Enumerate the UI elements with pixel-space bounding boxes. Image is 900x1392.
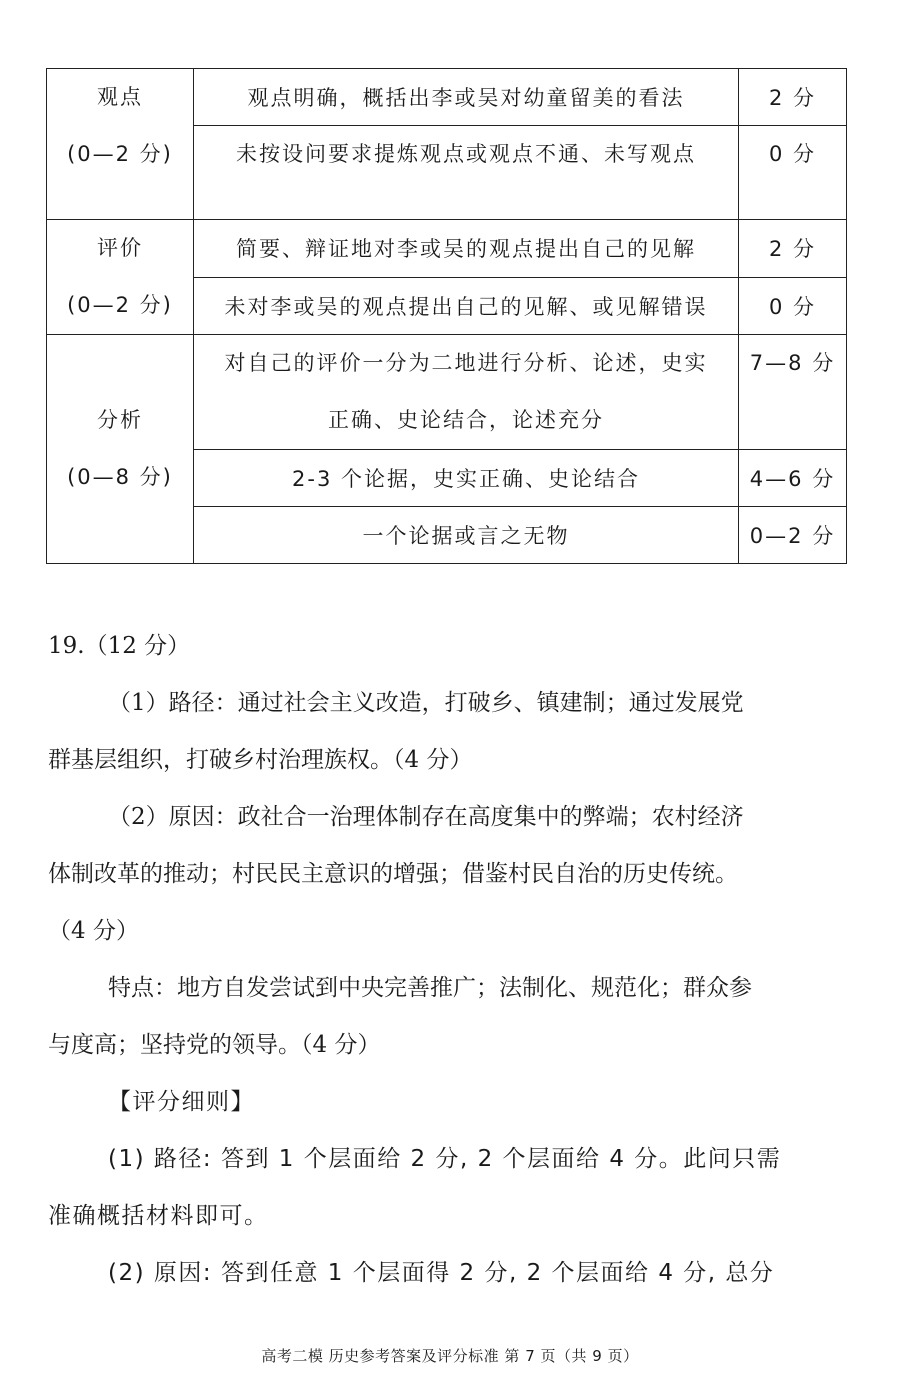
score-cell: 0 分 [739, 126, 847, 220]
rubric-row [47, 69, 847, 126]
category-cell-analysis [47, 335, 194, 564]
criterion-line: 正确、史论结合，论述充分 [328, 408, 604, 432]
category-cell-evaluation [47, 220, 194, 335]
score-cell: 2 分 [739, 69, 847, 126]
question-19-answer [48, 618, 808, 1302]
criterion-cell: 一个论据或言之无物 [194, 507, 739, 564]
criterion-cell: 2-3 个论据，史实正确、史论结合 [194, 450, 739, 507]
category-label: 评价 [97, 236, 143, 260]
category-cell-viewpoint [47, 69, 194, 220]
answer-line: 特点：地方自发尝试到中央完善推广；法制化、规范化；群众参 [108, 975, 752, 1001]
category-label: 分析 [97, 408, 143, 432]
rubric-row [47, 335, 847, 450]
answer-line: 与度高；坚持党的领导。（4 分） [48, 1032, 381, 1058]
criterion-cell: 未对李或吴的观点提出自己的见解、或见解错误 [194, 277, 739, 335]
rubric-row [47, 220, 847, 278]
question-heading: 19.（12 分） [48, 633, 191, 659]
score-cell: 0—2 分 [739, 507, 847, 564]
scoring-rules-title: 【评分细则】 [108, 1089, 255, 1115]
answer-line: 群基层组织，打破乡村治理族权。（4 分） [48, 747, 473, 773]
scoring-rule-line: (1) 路径: 答到 1 个层面给 2 分, 2 个层面给 4 分。此问只需 [108, 1146, 782, 1172]
criterion-line: 对自己的评价一分为二地进行分析、论述，史实 [224, 351, 708, 375]
criterion-cell: 未按设问要求提炼观点或观点不通、未写观点 [194, 126, 739, 220]
score-cell: 2 分 [739, 220, 847, 278]
category-range: (0—2 分) [67, 142, 173, 166]
scoring-rule-line: (2) 原因: 答到任意 1 个层面得 2 分, 2 个层面给 4 分, 总分 [108, 1260, 775, 1286]
category-range: (0—2 分) [67, 293, 173, 317]
criterion-cell [194, 335, 739, 450]
page-footer: 高考二模 历史参考答案及评分标准 第 7 页（共 9 页） [261, 1347, 639, 1365]
criterion-cell: 简要、辩证地对李或吴的观点提出自己的见解 [194, 220, 739, 278]
criterion-cell: 观点明确，概括出李或吴对幼童留美的看法 [194, 69, 739, 126]
answer-line: （2）原因：政社合一治理体制存在高度集中的弊端；农村经济 [108, 804, 744, 830]
answer-line: 体制改革的推动；村民民主意识的增强；借鉴村民自治的历史传统。 [48, 861, 738, 887]
rubric-table [46, 68, 847, 564]
answer-line: （4 分） [48, 918, 139, 944]
score-cell: 7—8 分 [739, 335, 847, 450]
category-label: 观点 [97, 85, 143, 109]
category-range: (0—8 分) [67, 465, 173, 489]
score-cell: 4—6 分 [739, 450, 847, 507]
score-cell: 0 分 [739, 277, 847, 335]
answer-line: （1）路径：通过社会主义改造，打破乡、镇建制；通过发展党 [108, 690, 744, 716]
scoring-rule-line: 准确概括材料即可。 [48, 1203, 269, 1229]
